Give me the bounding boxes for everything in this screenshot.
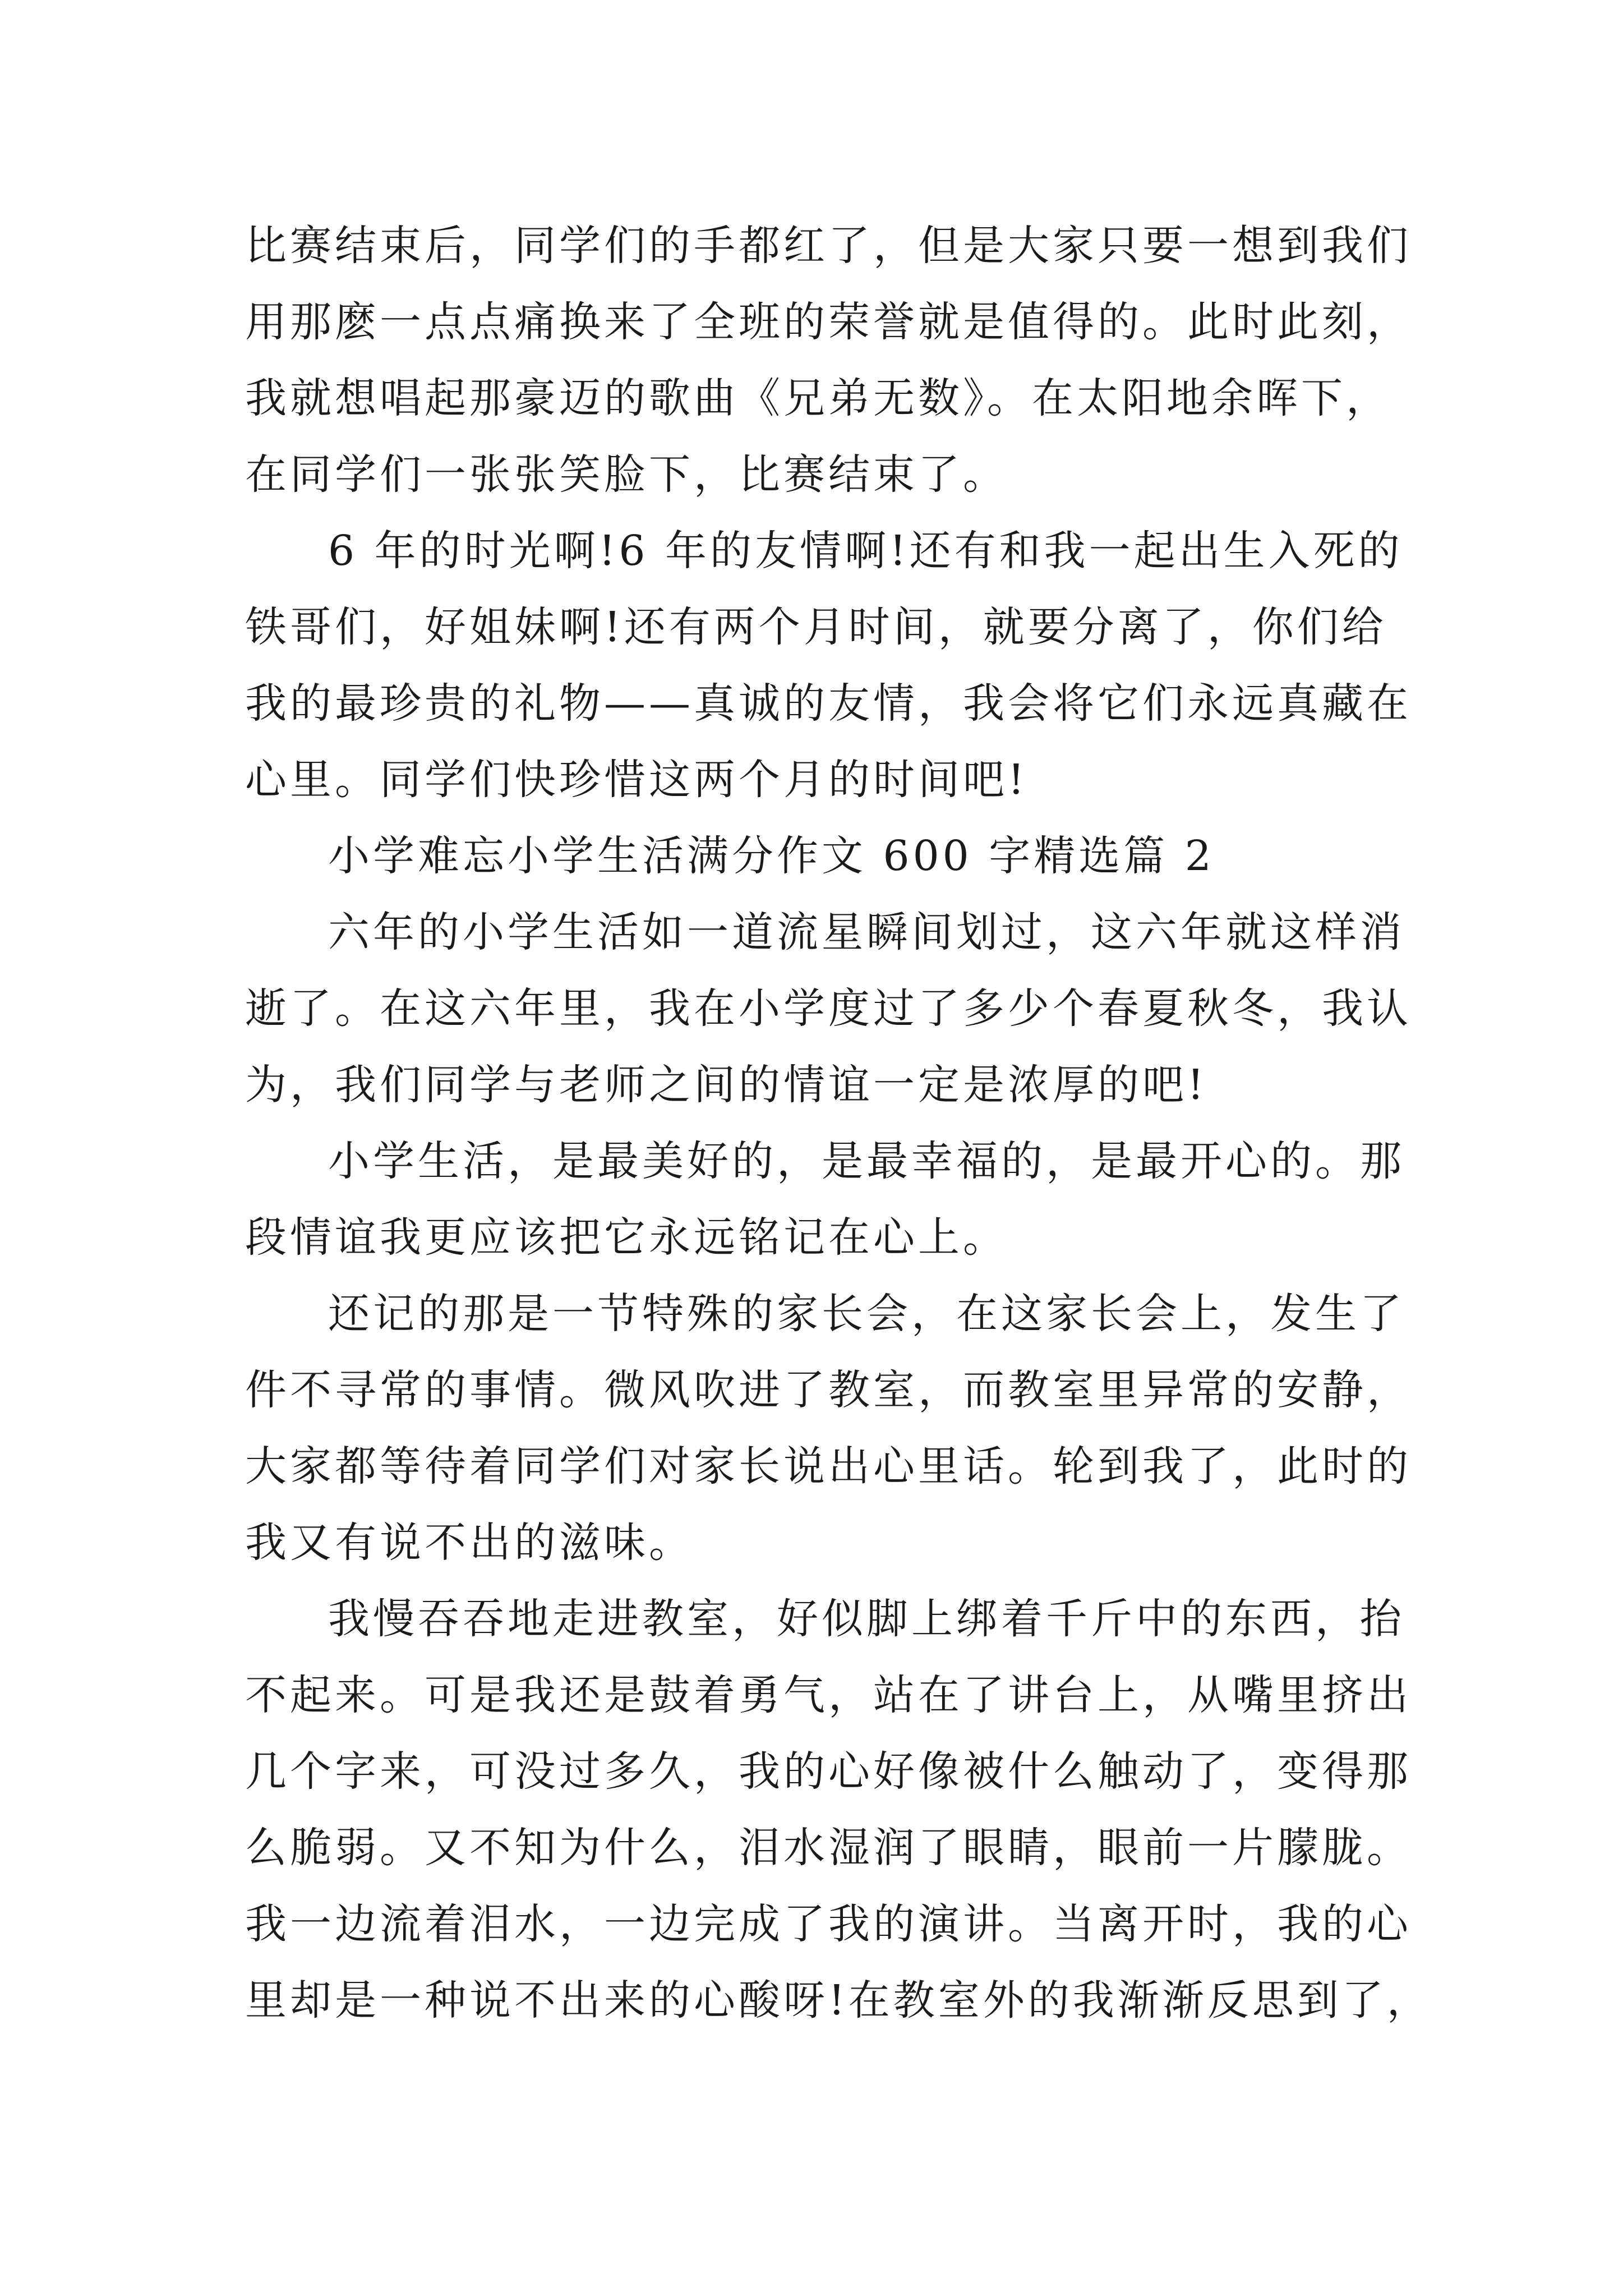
text-line: 在同学们一张张笑脸下，比赛结束了。 bbox=[245, 450, 1008, 499]
text-line: 件不寻常的事情。微风吹进了教室，而教室里异常的安静， bbox=[245, 1366, 1412, 1414]
text-line: 我就想唱起那豪迈的歌曲《兄弟无数》。在太阳地余晖下， bbox=[245, 374, 1391, 422]
text-line: 还记的那是一节特殊的家长会，在这家长会上，发生了 bbox=[328, 1290, 1405, 1338]
text-line: 六年的小学生活如一道流星瞬间划过，这六年就这样消 bbox=[328, 908, 1405, 956]
text-line: 段情谊我更应该把它永远铭记在心上。 bbox=[245, 1213, 1008, 1262]
text-line: 比赛结束后，同学们的手都红了，但是大家只要一想到我们 bbox=[245, 222, 1412, 270]
text-line: 我慢吞吞地走进教室，好似脚上绑着千斤中的东西，抬 bbox=[328, 1595, 1405, 1643]
document-body bbox=[245, 208, 1432, 2039]
text-line: 为，我们同学与老师之间的情谊一定是浓厚的吧! bbox=[245, 1061, 1207, 1109]
text-line: 大家都等待着同学们对家长说出心里话。轮到我了，此时的 bbox=[245, 1442, 1412, 1490]
text-line: 不起来。可是我还是鼓着勇气，站在了讲台上，从嘴里挤出 bbox=[245, 1671, 1412, 1719]
text-line: 用那麽一点点痛换来了全班的荣誉就是值得的。此时此刻， bbox=[245, 298, 1412, 346]
text-line: 我的最珍贵的礼物——真诚的友情，我会将它们永远真藏在 bbox=[245, 679, 1412, 728]
text-line: 6 年的时光啊!6 年的友情啊!还有和我一起出生入死的 bbox=[328, 527, 1403, 575]
text-line: 小学生活，是最美好的，是最幸福的，是最开心的。那 bbox=[328, 1137, 1405, 1185]
text-line: 几个字来，可没过多久，我的心好像被什么触动了，变得那 bbox=[245, 1747, 1412, 1796]
text-line: 我又有说不出的滋味。 bbox=[245, 1519, 694, 1567]
text-line: 我一边流着泪水，一边完成了我的演讲。当离开时，我的心 bbox=[245, 1900, 1412, 1948]
text-line: 么脆弱。又不知为什么，泪水湿润了眼睛，眼前一片朦胧。 bbox=[245, 1824, 1412, 1872]
section-heading: 小学难忘小学生活满分作文 600 字精选篇 2 bbox=[328, 832, 1215, 880]
text-line: 里却是一种说不出来的心酸呀!在教室外的我渐渐反思到了， bbox=[245, 1976, 1432, 2024]
text-line: 逝了。在这六年里，我在小学度过了多少个春夏秋冬，我认 bbox=[245, 984, 1412, 1033]
text-line: 铁哥们，好姐妹啊!还有两个月时间，就要分离了，你们给 bbox=[245, 603, 1387, 651]
text-line: 心里。同学们快珍惜这两个月的时间吧! bbox=[245, 756, 1028, 804]
